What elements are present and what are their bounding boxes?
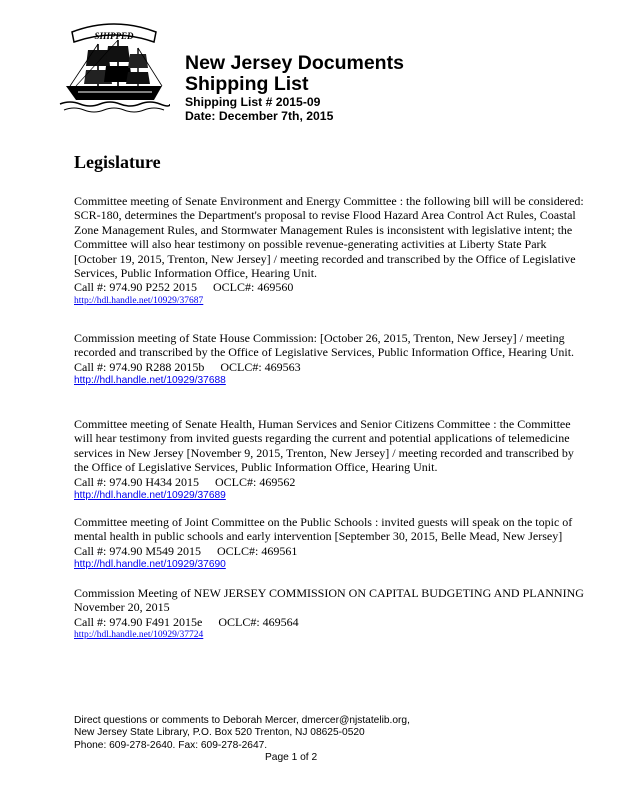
- handle-link[interactable]: http://hdl.handle.net/10929/37690: [74, 559, 226, 571]
- document-header: [185, 53, 404, 123]
- call-number: Call #: 974.90 F491 2015e: [74, 614, 203, 629]
- call-number: Call #: 974.90 R288 2015b: [74, 359, 205, 374]
- call-number: Call #: 974.90 M549 2015: [74, 543, 202, 558]
- handle-link[interactable]: http://hdl.handle.net/10929/37724: [74, 630, 204, 641]
- oclc-number: OCLC#: 469561: [217, 543, 298, 558]
- list-item: [74, 417, 584, 503]
- handle-link[interactable]: http://hdl.handle.net/10929/37688: [74, 375, 226, 387]
- list-item: [74, 194, 584, 307]
- handle-link[interactable]: http://hdl.handle.net/10929/37687: [74, 295, 204, 306]
- call-number: Call #: 974.90 P252 2015: [74, 280, 198, 295]
- logo-banner-text: SHIPPED: [94, 31, 134, 41]
- entry-description: Commission Meeting of NEW JERSEY COMMISSION ON CAPITAL BUDGETING AND PLANNING: [74, 586, 584, 600]
- entry-date: November 20, 2015: [74, 600, 170, 615]
- handle-link[interactable]: http://hdl.handle.net/10929/37689: [74, 490, 226, 502]
- section-title: Legislature: [74, 152, 161, 172]
- list-item: [74, 586, 584, 641]
- footer-line-2: New Jersey State Library, P.O. Box 520 Trenton, NJ 08625-0520: [74, 727, 365, 739]
- oclc-number: OCLC#: 469562: [215, 474, 296, 489]
- title-line-2: Shipping List: [185, 73, 309, 95]
- entry-call-line: [74, 475, 584, 489]
- entry-call-line: [74, 615, 584, 629]
- shipping-list-date: Date: December 7th, 2015: [185, 109, 334, 123]
- footer-line-1: Direct questions or comments to Deborah Mercer, dmercer@njstatelib.org,: [74, 715, 410, 726]
- shipping-list-number: Shipping List # 2015-09: [185, 95, 321, 109]
- title-line-1: New Jersey Documents: [185, 52, 404, 74]
- oclc-number: OCLC#: 469560: [213, 280, 294, 295]
- call-number: Call #: 974.90 H434 2015: [74, 474, 199, 489]
- contact-footer: [74, 715, 410, 752]
- entry-description: Committee meeting of Joint Committee on the Public Schools : invited guests will speak on the topic of mental health in public schools and early intervention [September 30, 2015, Belle Mead, New Jersey]: [74, 515, 573, 544]
- oclc-number: OCLC#: 469563: [220, 359, 301, 374]
- entry-call-line: [74, 280, 584, 294]
- page-number: Page 1 of 2: [265, 752, 318, 763]
- shipped-ship-logo: [58, 20, 170, 116]
- list-item: [74, 331, 584, 388]
- entry-call-line: [74, 360, 584, 374]
- entry-description: Committee meeting of Senate Environment and Energy Committee : the following bill will be considered: SCR-180, determines the Department's proposal to revise Flood Hazard Area Control Act Rules, Coastal Zone Management Rules, and Stormwater Management Rules is inconsistent with legislative intent; the Committee will also hear testimony on possible revenue-generating activities at Liberty State Park [October 19, 2015, Trenton, New Jersey] / meeting recorded and transcribed by the Office of Legislative Services, Public Information Office, Hearing Unit.: [74, 194, 584, 281]
- list-item: [74, 515, 584, 572]
- footer-line-3: Phone: 609-278-2640. Fax: 609-278-2647.: [74, 739, 268, 751]
- entry-description: Committee meeting of Senate Health, Human Services and Senior Citizens Committee : the Committee will hear testimony from invited guests regarding the current and potential applications of telemedicine services in New Jersey [November 9, 2015, Trenton, New Jersey] / meeting recorded and transcribed by the Office of Legislative Services, Public Information Office, Hearing Unit.: [74, 417, 574, 475]
- entry-description: Commission meeting of State House Commission: [October 26, 2015, Trenton, New Jersey] / meeting recorded and transcribed by the Office of Legislative Services, Public Information Office, Hearing Unit.: [74, 331, 575, 360]
- entry-call-line: [74, 544, 584, 558]
- oclc-number: OCLC#: 469564: [218, 614, 299, 629]
